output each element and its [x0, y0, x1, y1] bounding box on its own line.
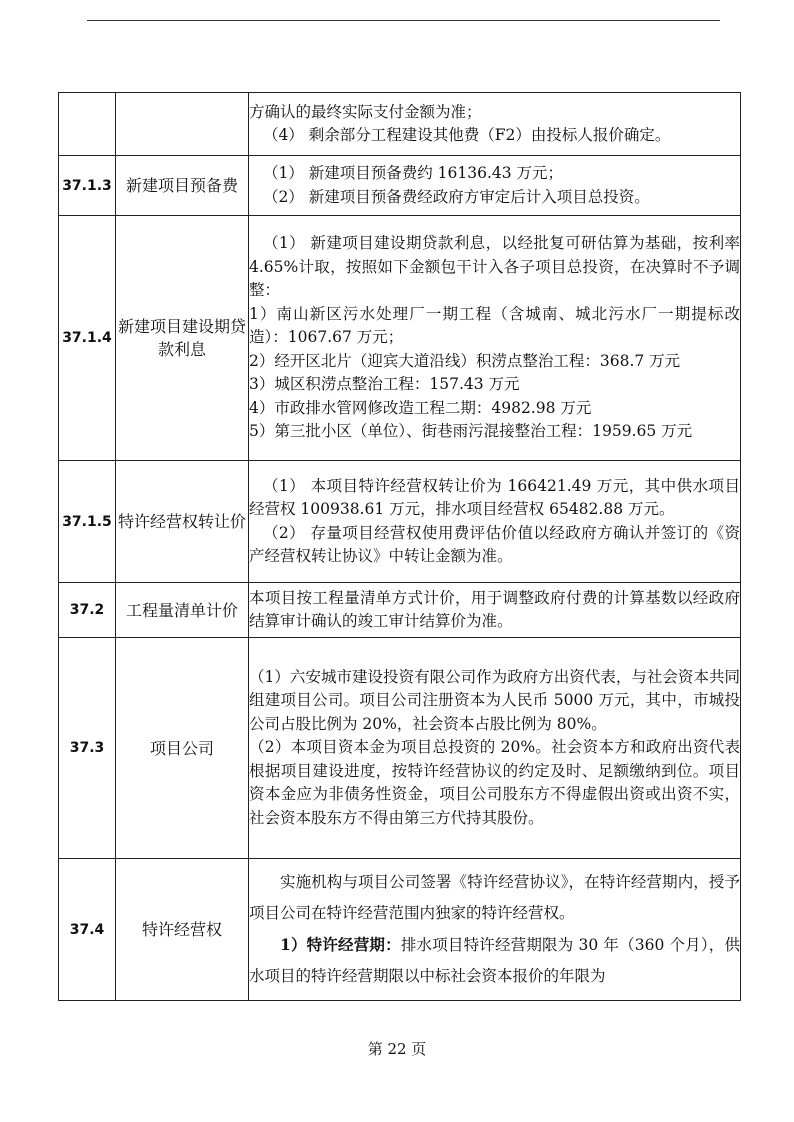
table-row: [59, 216, 741, 461]
clause-name: [116, 93, 249, 156]
content-paragraph: 1）南山新区污水处理厂一期工程（含城南、城北污水厂一期提标改造）：1067.67 万元；: [249, 304, 740, 347]
clause-number: 37.1.5: [59, 461, 116, 583]
content-paragraph: 2）经开区北片（迎宾大道沿线）积涝点整治工程：368.7 万元: [249, 351, 681, 370]
content-paragraph: （1） 新建项目建设期贷款利息，以经批复可研估算为基础，按利率 4.65%计取，按照如下金额包干计入各子项目总投资，在决算时不予调整：: [249, 234, 740, 300]
clause-table: [58, 92, 741, 1001]
content-paragraph: （1） 本项目特许经营权转让价为 166421.49 万元，其中供水项目经营权 100938.61 万元，排水项目经营权 65482.88 万元。: [249, 476, 740, 518]
content-paragraph: （2）本项目资本金为项目总投资的 20%。社会资本方和政府出资代表根据项目建设进度，按特许经营协议的约定及时、足额缴纳到位。项目资本金应为非债务性资金，项目公司股东方不得虚假出资或出资不实，社会资本股东方不得由第三方代持其股份。: [249, 738, 740, 827]
clause-number: 37.1.4: [59, 216, 116, 461]
content-paragraph: （2） 存量项目经营权使用费评估价值以经政府方确认并签订的《资产经营权转让协议》中转让金额为准。: [249, 523, 740, 565]
content-paragraph: （1） 新建项目预备费约 16136.43 万元；: [262, 164, 564, 182]
table-row: [59, 638, 741, 859]
header-rule: [87, 20, 720, 21]
clause-name: 新建项目建设期贷款利息: [116, 216, 249, 461]
subsection-heading: 1）特许经营期：: [280, 935, 401, 954]
clause-number: 37.3: [59, 638, 116, 859]
clause-content: [249, 461, 741, 583]
content-paragraph: 3）城区积涝点整治工程：157.43 万元: [249, 375, 520, 394]
content-paragraph: 4）市政排水管网修改造工程二期：4982.98 万元: [249, 398, 592, 417]
clause-name: 新建项目预备费: [116, 156, 249, 216]
content-paragraph: （4） 剩余部分工程建设其他费（F2）由投标人报价确定。: [262, 126, 671, 144]
clause-name: 特许经营权: [116, 859, 249, 1001]
clause-content: [249, 638, 741, 859]
clause-name: 特许经营权转让价: [116, 461, 249, 583]
content-paragraph: [249, 929, 740, 992]
content-paragraph: 本项目按工程量清单方式计价，用于调整政府付费的计算基数以经政府结算审计确认的竣工审计结算价为准。: [249, 588, 740, 630]
table-row: [59, 583, 741, 638]
clause-content: [249, 156, 741, 216]
table-row: [59, 859, 741, 1001]
table-row: [59, 461, 741, 583]
clause-content: [249, 216, 741, 461]
page-number: 第 22 页: [367, 1040, 427, 1058]
clause-number: 37.4: [59, 859, 116, 1001]
content-paragraph: 方确认的最终实际支付金额为准；: [249, 102, 482, 121]
clause-content: [249, 583, 741, 638]
clause-name: 工程量清单计价: [116, 583, 249, 638]
subsection-text: 排水项目特许经营期限为 30 年（360 个月），供水项目的特许经营期限以中标社会资本报价的年限为: [249, 936, 740, 985]
clause-number: [59, 93, 116, 156]
content-paragraph: （1）六安城市建设投资有限公司作为政府方出资代表，与社会资本共同组建项目公司。项目公司注册资本为人民币 5000 万元，其中，市城投公司占股比例为 20%，社会资本占股比例为 80%。: [249, 667, 740, 733]
table-row: [59, 93, 741, 156]
content-paragraph: 5）第三批小区（单位）、街巷雨污混接整治工程：1959.65 万元: [249, 422, 693, 441]
clause-content: [249, 93, 741, 156]
clause-name: 项目公司: [116, 638, 249, 859]
clause-content: [249, 859, 741, 1001]
table-row: [59, 156, 741, 216]
content-paragraph: （2） 新建项目预备费经政府方审定后计入项目总投资。: [262, 187, 650, 206]
clause-number: 37.1.3: [59, 156, 116, 216]
clause-number: 37.2: [59, 583, 116, 638]
content-paragraph: 实施机构与项目公司签署《特许经营协议》，在特许经营期内，授予项目公司在特许经营范围内独家的特许经营权。: [249, 873, 740, 922]
